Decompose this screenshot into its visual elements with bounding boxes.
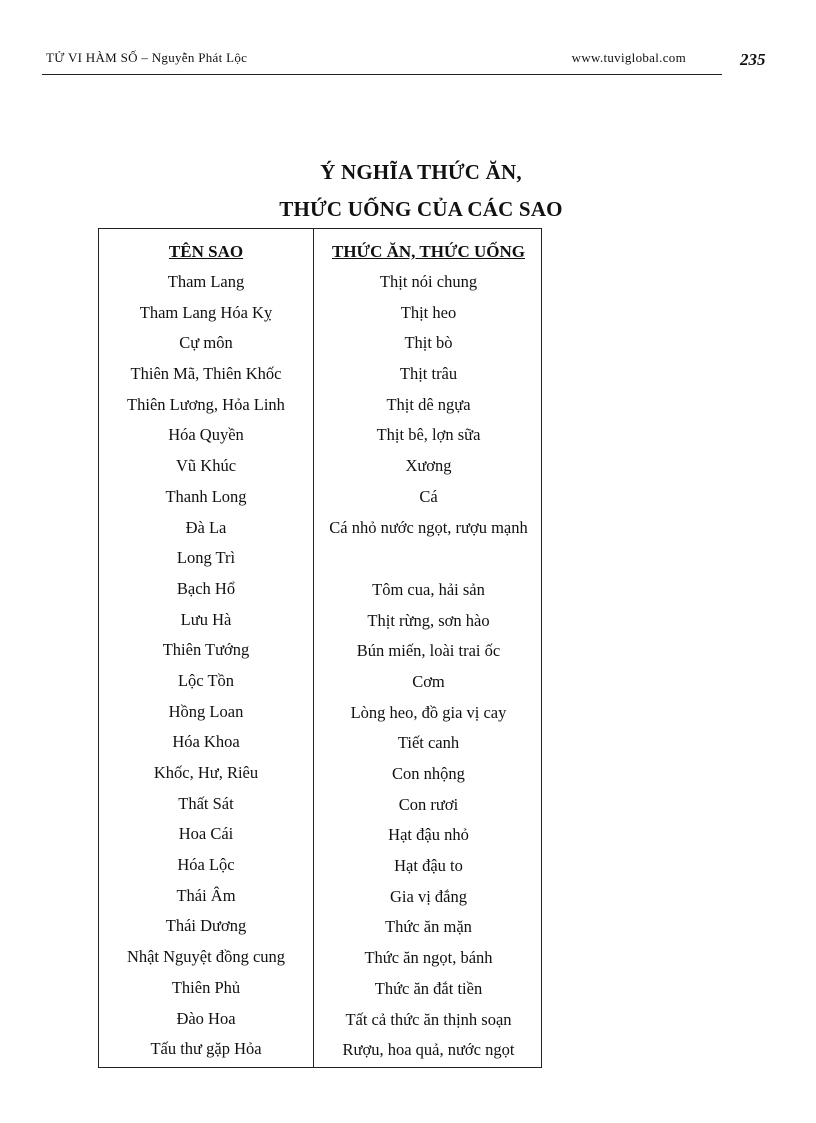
star-cell: Hồng Loan xyxy=(168,701,244,721)
page-header xyxy=(42,48,722,75)
food-cell: Gia vị đắng xyxy=(390,886,467,906)
star-cell: Hóa Quyền xyxy=(168,425,244,445)
star-cell: Thanh Long xyxy=(165,486,247,506)
food-cell: Thịt rừng, sơn hào xyxy=(367,610,490,630)
food-cell: Thịt heo xyxy=(400,302,457,322)
star-cell: Lưu Hà xyxy=(180,609,232,629)
star-cell: Hoa Cái xyxy=(178,824,234,844)
star-cell: Long Trì xyxy=(176,548,236,568)
star-cell: Lộc Tồn xyxy=(177,670,235,690)
food-cell: Bún miến, loài trai ốc xyxy=(356,641,501,661)
page-title-line-1: Ý NGHĨA THỨC ĂN, xyxy=(320,160,522,184)
website-url[interactable]: www.tuviglobal.com xyxy=(571,50,686,65)
star-cell: Thái Âm xyxy=(176,885,236,905)
page-title-line-2: THỨC UỐNG CỦA CÁC SAO xyxy=(279,197,563,221)
stars-column xyxy=(99,240,313,1068)
food-cell: Cá nhỏ nước ngọt, rượu mạnh xyxy=(329,517,528,537)
food-cell: Cá xyxy=(419,486,438,506)
food-column xyxy=(314,240,543,1069)
food-cell: Thức ăn đắt tiền xyxy=(374,978,483,998)
food-cell: Thức ăn mặn xyxy=(385,917,472,937)
star-cell: Tham Lang Hóa Kỵ xyxy=(139,302,273,322)
star-cell: Thất Sát xyxy=(178,793,234,813)
food-cell: Thịt bê, lợn sữa xyxy=(376,425,481,445)
star-cell: Thái Dương xyxy=(165,916,247,936)
star-cell: Thiên Tướng xyxy=(162,640,250,660)
food-cell: Hạt đậu nhỏ xyxy=(388,825,469,845)
star-cell: Hóa Lộc xyxy=(177,855,235,875)
food-cell: Tôm cua, hải sản xyxy=(372,579,485,599)
food-cell: Rượu, hoa quả, nước ngọt xyxy=(342,1040,515,1060)
star-cell: Tấu thư gặp Hỏa xyxy=(150,1039,262,1059)
food-cell: Lòng heo, đồ gia vị cay xyxy=(350,702,507,722)
page-number: 235 xyxy=(740,50,766,69)
food-column-header: THỨC ĂN, THỨC UỐNG xyxy=(332,242,525,261)
book-title: TỬ VI HÀM SỐ – Nguyễn Phát Lộc xyxy=(46,50,248,65)
food-cell: Tiết canh xyxy=(397,733,460,753)
star-cell: Đào Hoa xyxy=(176,1008,236,1028)
star-cell: Tham Lang xyxy=(167,272,245,291)
star-cell: Đà La xyxy=(185,517,227,537)
star-cell: Nhật Nguyệt đồng cung xyxy=(126,947,286,967)
food-cell: Cơm xyxy=(412,671,445,691)
food-cell: Con nhộng xyxy=(392,764,465,784)
food-cell: Thịt dê ngựa xyxy=(386,394,471,414)
star-cell: Thiên Phủ xyxy=(171,977,241,997)
star-cell: Hóa Khoa xyxy=(172,732,240,752)
food-cell: Thịt nói chung xyxy=(379,272,478,291)
food-cell: Thịt trâu xyxy=(399,364,458,384)
food-cell: Hạt đậu to xyxy=(394,856,463,876)
star-cell: Khốc, Hư, Riêu xyxy=(153,763,259,782)
star-cell: Thiên Mã, Thiên Khốc xyxy=(130,364,282,384)
food-cell: Xương xyxy=(405,456,452,476)
star-cell: Thiên Lương, Hỏa Linh xyxy=(127,394,285,414)
stars-food-table xyxy=(98,228,542,1068)
star-cell: Vũ Khúc xyxy=(175,456,237,476)
stars-column-header: TÊN SAO xyxy=(168,242,244,261)
food-cell: Thịt bò xyxy=(404,333,453,353)
food-cell: Thức ăn ngọt, bánh xyxy=(364,948,493,968)
star-cell: Bạch Hổ xyxy=(176,578,236,598)
food-cell: Tất cả thức ăn thịnh soạn xyxy=(345,1009,512,1029)
star-cell: Cự môn xyxy=(179,333,233,353)
food-cell: Con rươi xyxy=(398,794,459,814)
